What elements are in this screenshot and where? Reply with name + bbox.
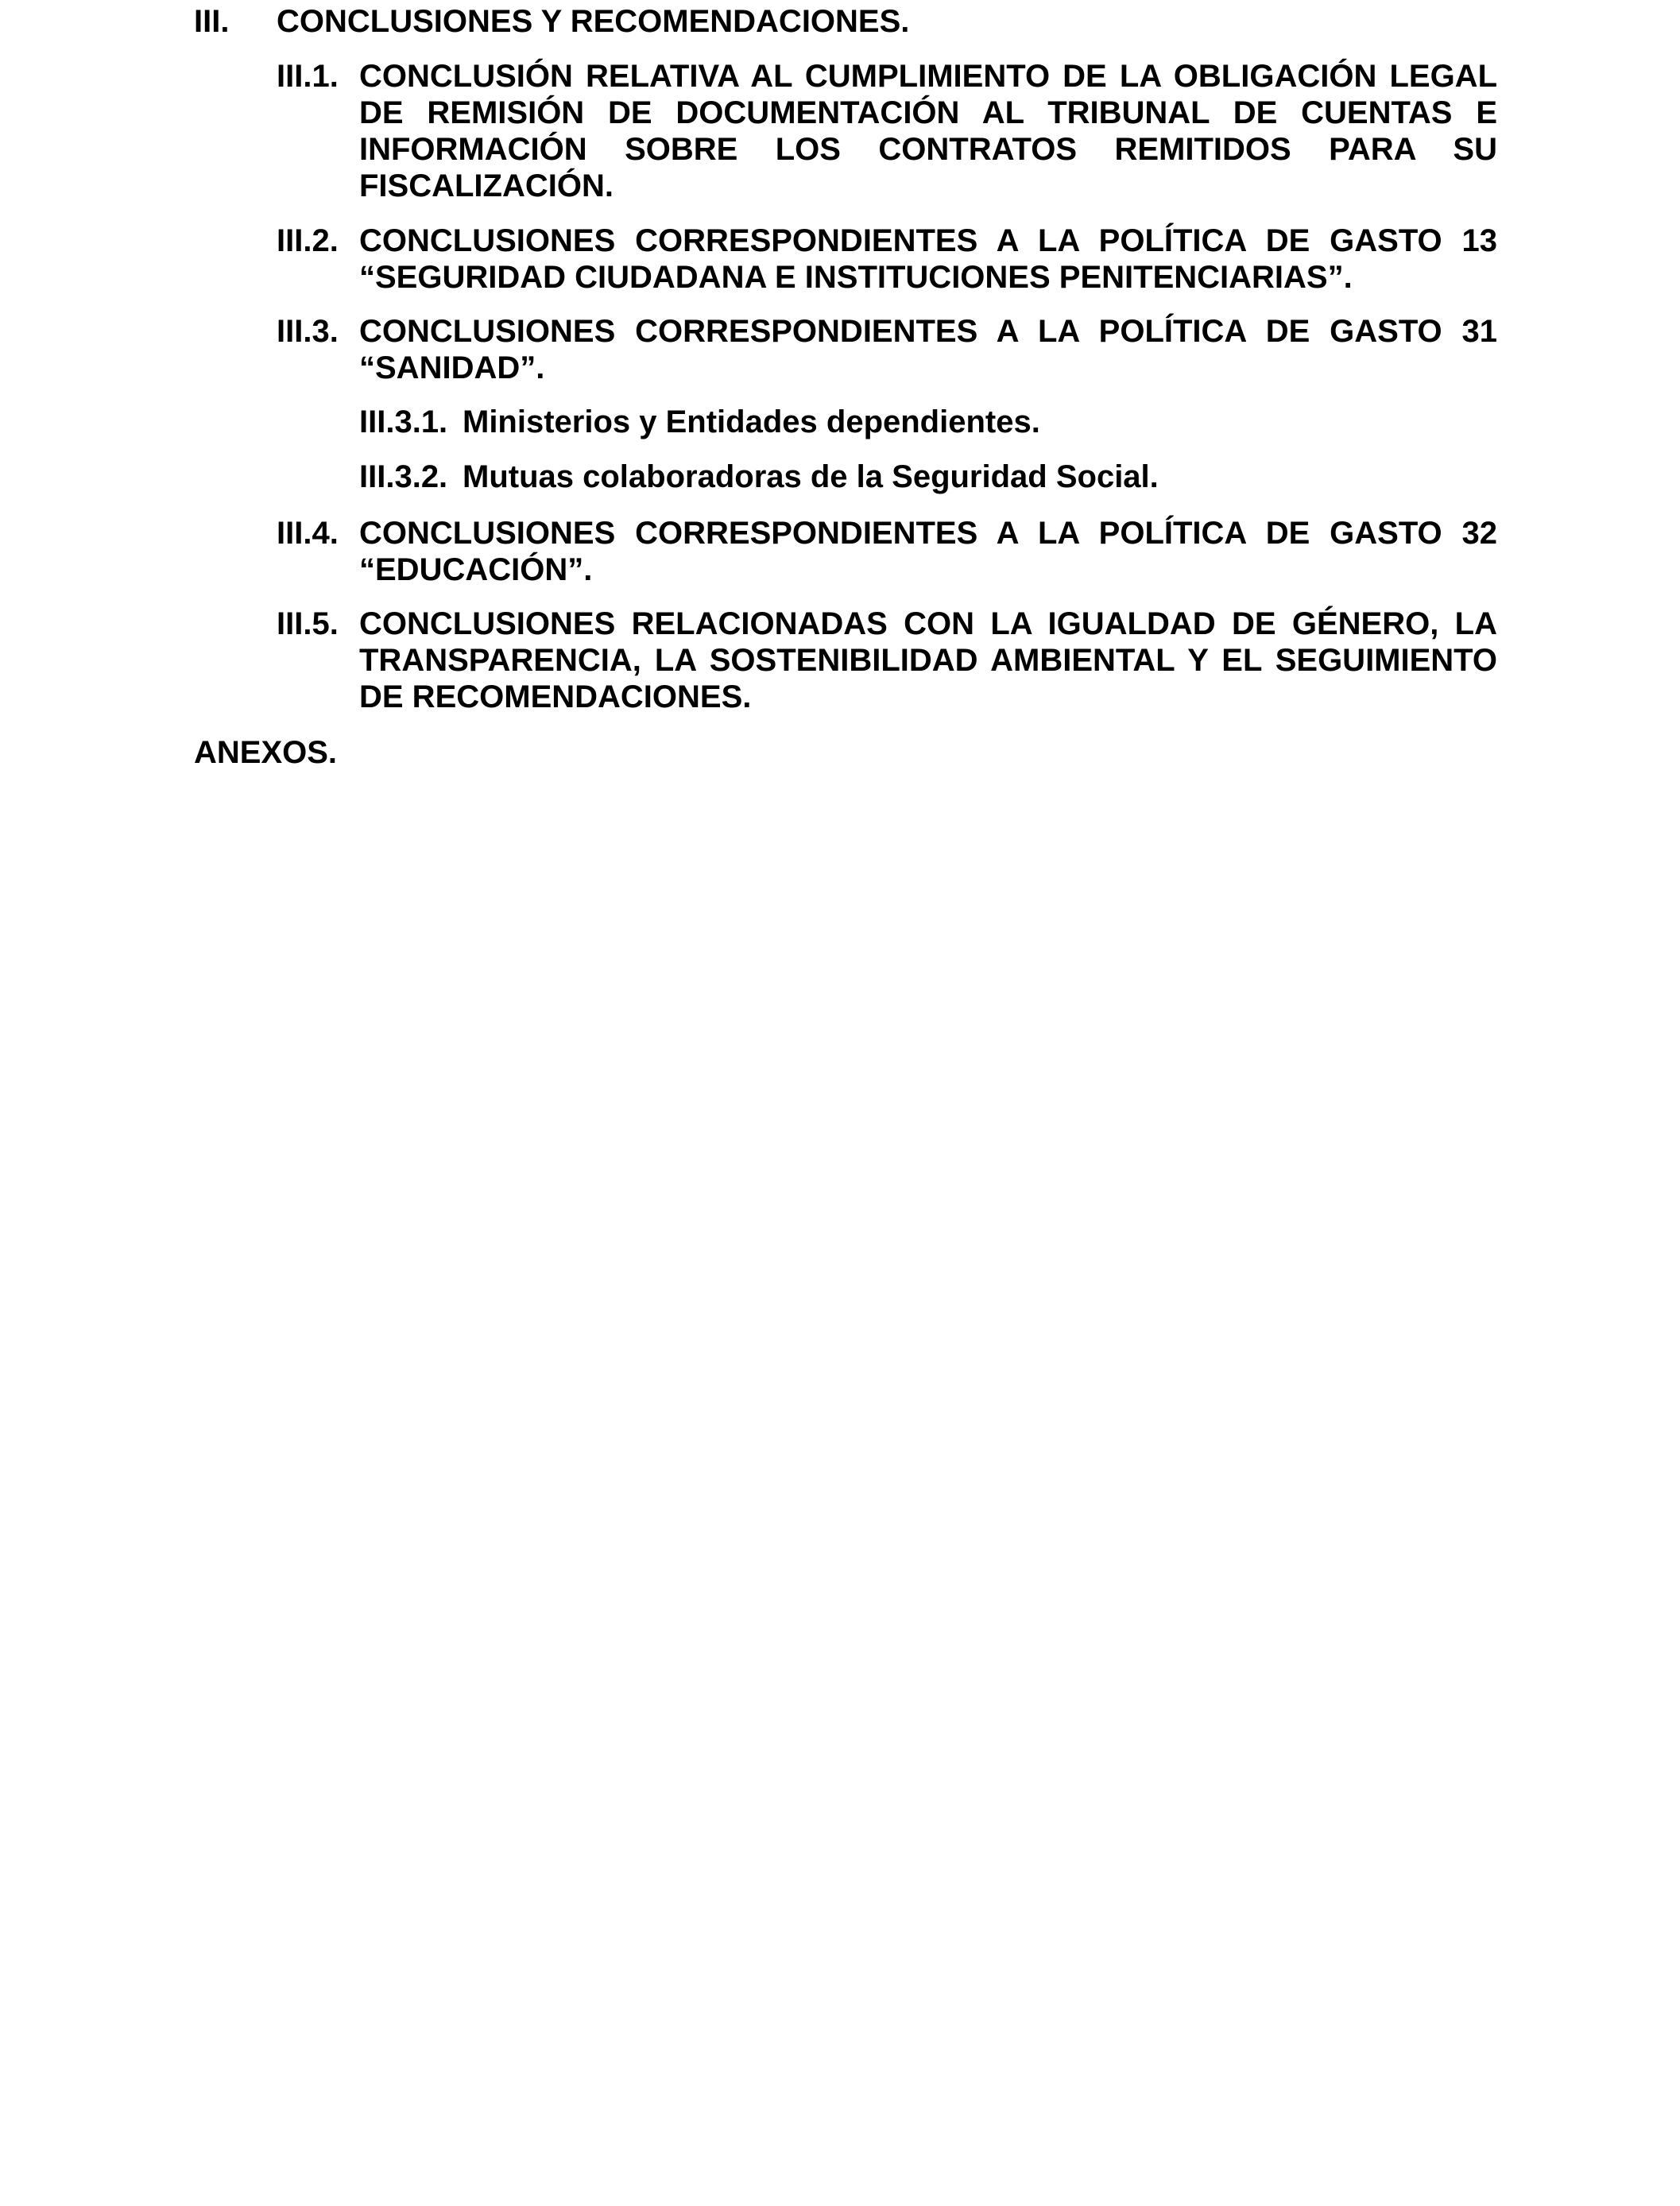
toc-subitem-title: Mutuas colaboradoras de la Seguridad Social. — [463, 459, 1159, 494]
toc-section-number: III. — [194, 4, 230, 39]
toc-item-title: CONCLUSIONES CORRESPONDIENTES A LA POLÍTICA DE GASTO 32 “EDUCACIÓN”. — [359, 516, 1497, 587]
toc-item-number: III.4. — [277, 516, 339, 551]
toc-item-title: CONCLUSIÓN RELATIVA AL CUMPLIMIENTO DE LA OBLIGACIÓN LEGAL DE REMISIÓN DE DOCUMENTACIÓN AL TRIBUNAL DE CUENTAS E INFORMACIÓN SOBRE LOS CONTRATOS REMITIDOS PARA SU FISCALIZACIÓN. — [359, 59, 1497, 203]
toc-item-number: III.5. — [277, 606, 339, 641]
toc-item-number: III.1. — [277, 59, 339, 94]
toc-item-number: III.2. — [277, 223, 339, 258]
toc-item-title: CONCLUSIONES CORRESPONDIENTES A LA POLÍTICA DE GASTO 13 “SEGURIDAD CIUDADANA E INSTITUCIONES PENITENCIARIAS”. — [359, 223, 1497, 295]
toc-subitem-number: III.3.1. — [359, 404, 448, 439]
toc-item-title: CONCLUSIONES CORRESPONDIENTES A LA POLÍTICA DE GASTO 31 “SANIDAD”. — [359, 314, 1497, 385]
toc-item-title: CONCLUSIONES RELACIONADAS CON LA IGUALDAD DE GÉNERO, LA TRANSPARENCIA, LA SOSTENIBILIDAD AMBIENTAL Y EL SEGUIMIENTO DE RECOMENDACIONES. — [359, 606, 1497, 714]
toc-subitem-iii-3-2[interactable] — [359, 459, 1497, 495]
toc-item-iii-5[interactable] — [277, 606, 1497, 715]
toc-item-number: III.3. — [277, 314, 339, 349]
toc-item-iii-2[interactable] — [277, 223, 1497, 296]
toc-item-iii-1[interactable] — [277, 58, 1497, 204]
toc-section-title: CONCLUSIONES Y RECOMENDACIONES. — [277, 4, 910, 39]
toc-subitem-iii-3-1[interactable] — [359, 404, 1497, 440]
toc-item-iii-4[interactable] — [277, 515, 1497, 588]
toc-section-iii[interactable] — [194, 3, 1497, 40]
toc-annex[interactable]: ANEXOS. — [194, 735, 338, 770]
toc-item-iii-3[interactable] — [277, 313, 1497, 386]
toc-subitem-title: Ministerios y Entidades dependientes. — [463, 404, 1040, 439]
toc-subitem-number: III.3.2. — [359, 459, 448, 494]
